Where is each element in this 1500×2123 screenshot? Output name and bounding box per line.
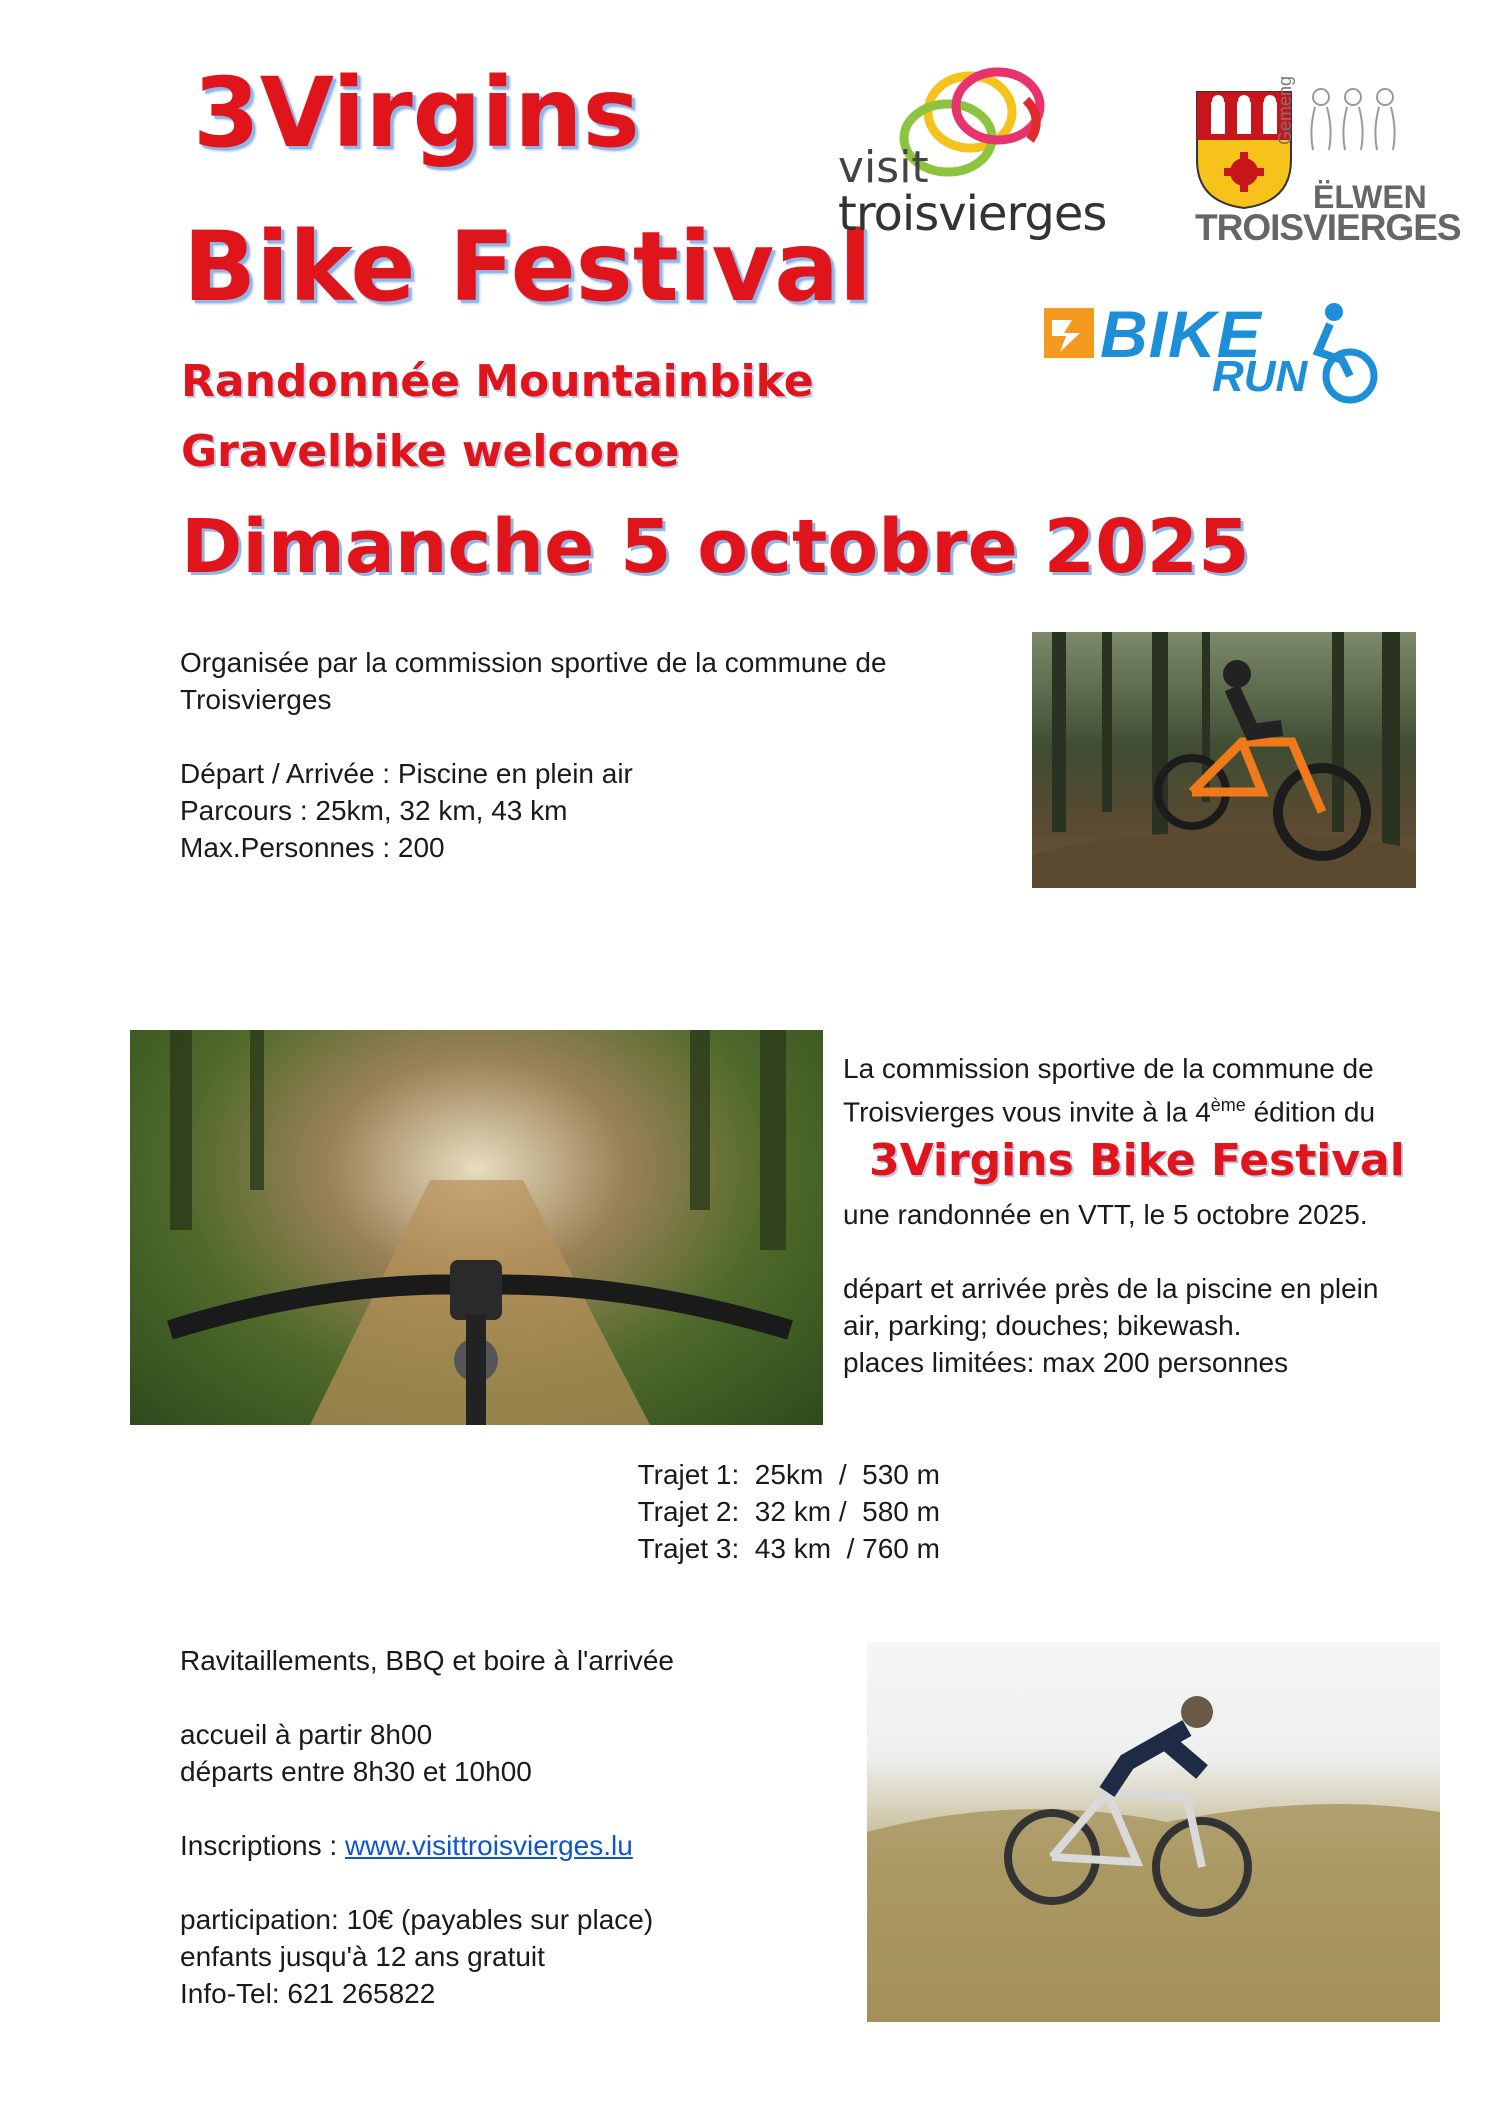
invite-line-5: air, parking; douches; bikewash. [843, 1310, 1242, 1341]
ravitaillements: Ravitaillements, BBQ et boire à l'arrivée [180, 1645, 674, 1676]
invite-line-4: départ et arrivée près de la piscine en plein [843, 1273, 1379, 1304]
title-line-2: Bike Festival [183, 211, 872, 323]
troisvierges-commune-text: TROISVIERGES [1195, 207, 1461, 248]
photo-forest-rider [1032, 632, 1416, 888]
edition-superscript: ème [1210, 1095, 1246, 1115]
inscriptions [180, 1827, 900, 1864]
inscriptions-label: Inscriptions : [180, 1830, 345, 1861]
parcours: Parcours : 25km, 32 km, 43 km [180, 795, 568, 826]
trajet-1: Trajet 1: 25km / 530 m [637, 1459, 940, 1490]
trajet-3: Trajet 3: 43 km / 760 m [637, 1533, 940, 1564]
invite-line-1: La commission sportive de la commune de [843, 1053, 1374, 1084]
invite-line-3: une randonnée en VTT, le 5 octobre 2025. [843, 1199, 1368, 1230]
photo-meadow-rider [867, 1642, 1440, 2022]
invite-block [843, 1050, 1483, 1130]
meadow-rider-illustration [867, 1642, 1440, 2022]
ebike-run-text: RUN [1212, 352, 1308, 401]
commune-troisvierges-logo[interactable] [1195, 75, 1461, 248]
title-line-1: 3Virgins [193, 57, 640, 169]
depart-arrivee: Départ / Arrivée : Piscine en plein air [180, 758, 633, 789]
gemeng-text: Gemeng [1275, 75, 1295, 145]
invite-block-2 [843, 1196, 1483, 1381]
trajet-2: Trajet 2: 32 km / 580 m [637, 1496, 940, 1527]
enfants: enfants jusqu'à 12 ans gratuit [180, 1941, 545, 1972]
max-personnes: Max.Personnes : 200 [180, 832, 445, 863]
organizer-line-1: Organisée par la commission sportive de la commune de [180, 647, 887, 678]
bottom-info-block [180, 1642, 900, 2012]
ebike-bike-text: BIKE [1100, 297, 1262, 371]
accueil: accueil à partir 8h00 [180, 1719, 433, 1750]
invite-line-2-post: édition du [1245, 1096, 1376, 1128]
festival-name: 3Virgins Bike Festival [869, 1135, 1405, 1186]
photo-handlebar-pov [130, 1030, 823, 1425]
trajets-list [560, 1456, 940, 1567]
visit-word: visit [838, 142, 929, 193]
info-block [180, 644, 960, 866]
visit-troisvierges-logo[interactable] [830, 60, 1107, 250]
invite-line-2 [843, 1087, 1483, 1130]
subtitle-line-1: Randonnée Mountainbike [181, 356, 814, 407]
invite-line-6: places limitées: max 200 personnes [843, 1347, 1289, 1378]
departs: départs entre 8h30 et 10h00 [180, 1756, 532, 1787]
invite-line-2-pre: Troisvierges vous invite à la 4 [843, 1096, 1211, 1128]
virgins-figures-icon [1301, 85, 1411, 155]
forest-rider-illustration [1032, 632, 1416, 888]
event-date: Dimanche 5 octobre 2025 [181, 504, 1250, 590]
info-tel: Info-Tel: 621 265822 [180, 1978, 436, 2009]
inscriptions-link[interactable]: www.visittroisvierges.lu [344, 1830, 633, 1861]
elwen-text: ËLWEN [1313, 179, 1427, 215]
organizer-line-2: Troisvierges [180, 684, 332, 715]
subtitle-line-2: Gravelbike welcome [181, 426, 680, 477]
participation: participation: 10€ (payables sur place) [180, 1904, 654, 1935]
troisvierges-word: troisvierges [838, 186, 1107, 242]
ebike-run-logo[interactable] [1042, 290, 1382, 410]
handlebar-illustration [130, 1030, 823, 1425]
